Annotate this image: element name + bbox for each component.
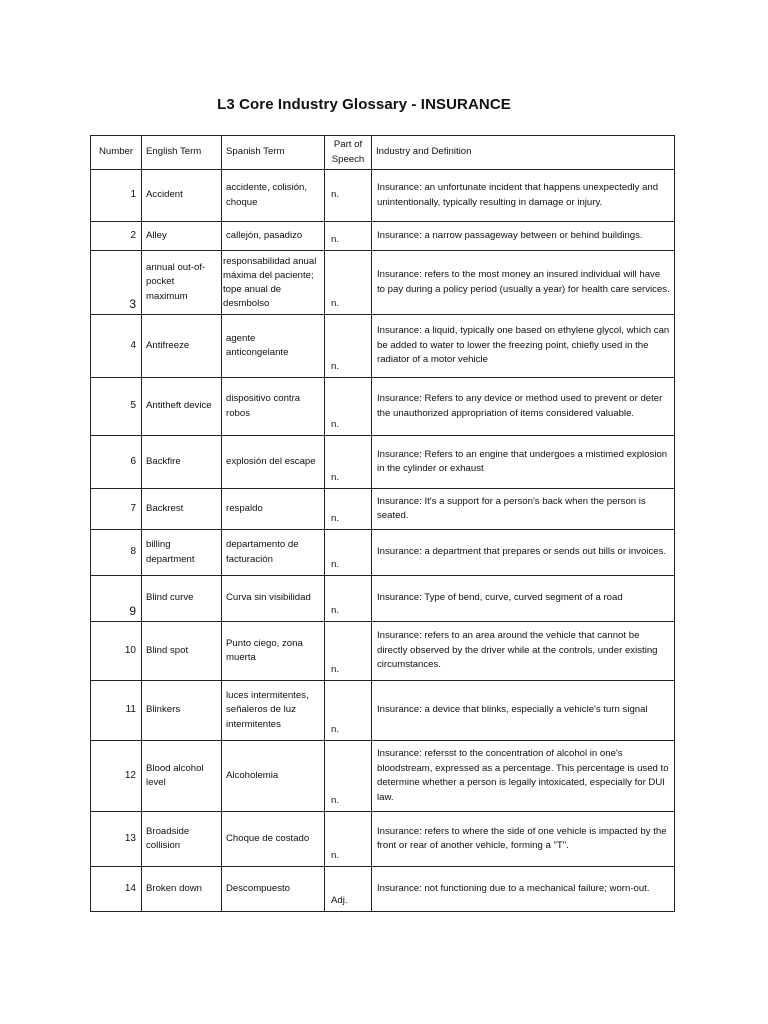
- part-of-speech: n.: [325, 576, 372, 622]
- header-english-term: English Term: [142, 136, 222, 170]
- part-of-speech: Adj.: [325, 867, 372, 912]
- table-row: [91, 812, 675, 867]
- english-term: Blood alcohol level: [142, 741, 222, 812]
- part-of-speech: n.: [325, 170, 372, 222]
- row-number: 3: [91, 251, 142, 315]
- table-row: [91, 378, 675, 436]
- definition: Insurance: refers to the most money an insured individual will have to pay during a policy period (usually a year) for health care services.: [372, 251, 675, 315]
- english-term: Blind spot: [142, 622, 222, 681]
- header-number: Number: [91, 136, 142, 170]
- spanish-term: callejón, pasadizo: [222, 222, 325, 251]
- header-definition: Industry and Definition: [372, 136, 675, 170]
- english-term: Antitheft device: [142, 378, 222, 436]
- part-of-speech: n.: [325, 315, 372, 378]
- row-number: 8: [91, 530, 142, 576]
- definition: Insurance: a device that blinks, especially a vehicle's turn signal: [372, 681, 675, 741]
- english-term: Antifreeze: [142, 315, 222, 378]
- part-of-speech: n.: [325, 530, 372, 576]
- definition: Insurance: Refers to any device or method used to prevent or deter the unauthorized appropriation of items considered valuable.: [372, 378, 675, 436]
- spanish-term: agente anticongelante: [222, 315, 325, 378]
- part-of-speech: n.: [325, 251, 372, 315]
- row-number: 11: [91, 681, 142, 741]
- row-number: 5: [91, 378, 142, 436]
- spanish-term: Choque de costado: [222, 812, 325, 867]
- table-row: [91, 436, 675, 489]
- spanish-term: Punto ciego, zona muerta: [222, 622, 325, 681]
- row-number: 14: [91, 867, 142, 912]
- english-term: annual out-of-pocket maximum: [142, 251, 222, 315]
- english-term: Alley: [142, 222, 222, 251]
- english-term: Broadside collision: [142, 812, 222, 867]
- definition: Insurance: Refers to an engine that undergoes a mistimed explosion in the cylinder or exhaust: [372, 436, 675, 489]
- part-of-speech: n.: [325, 741, 372, 812]
- row-number: 10: [91, 622, 142, 681]
- row-number: 12: [91, 741, 142, 812]
- part-of-speech: n.: [325, 378, 372, 436]
- table-row: [91, 681, 675, 741]
- header-spanish-term: Spanish Term: [222, 136, 325, 170]
- definition: Insurance: an unfortunate incident that happens unexpectedly and unintentionally, typically resulting in damage or injury.: [372, 170, 675, 222]
- row-number: 9: [91, 576, 142, 622]
- part-of-speech: n.: [325, 222, 372, 251]
- spanish-term: respaldo: [222, 489, 325, 530]
- definition: Insurance: not functioning due to a mechanical failure; worn-out.: [372, 867, 675, 912]
- english-term: billing department: [142, 530, 222, 576]
- spanish-term: responsabilidad anual máxima del paciente; tope anual de desmbolso: [222, 251, 325, 315]
- definition: Insurance: refers to where the side of one vehicle is impacted by the front or rear of another vehicle, forming a "T".: [372, 812, 675, 867]
- spanish-term: Curva sin visibilidad: [222, 576, 325, 622]
- english-term: Accident: [142, 170, 222, 222]
- table-row: [91, 170, 675, 222]
- document-title: L3 Core Industry Glossary - INSURANCE: [217, 96, 511, 113]
- spanish-term: Alcoholemia: [222, 741, 325, 812]
- spanish-term: dispositivo contra robos: [222, 378, 325, 436]
- english-term: Backrest: [142, 489, 222, 530]
- spanish-term: explosión del escape: [222, 436, 325, 489]
- row-number: 13: [91, 812, 142, 867]
- part-of-speech: n.: [325, 489, 372, 530]
- row-number: 7: [91, 489, 142, 530]
- table-row: [91, 530, 675, 576]
- english-term: Blind curve: [142, 576, 222, 622]
- definition: Insurance: refersst to the concentration of alcohol in one's bloodstream, expressed as a percentage. This percentage is used to determine whether a person is legally intoxicated, especially for DUI law.: [372, 741, 675, 812]
- definition: Insurance: It's a support for a person's back when the person is seated.: [372, 489, 675, 530]
- english-term: Broken down: [142, 867, 222, 912]
- definition: Insurance: a liquid, typically one based on ethylene glycol, which can be added to water to lower the freezing point, chiefly used in the radiator of a motor vehicle: [372, 315, 675, 378]
- row-number: 1: [91, 170, 142, 222]
- part-of-speech: n.: [325, 812, 372, 867]
- table-row: [91, 251, 675, 315]
- definition: Insurance: a narrow passageway between or behind buildings.: [372, 222, 675, 251]
- table-row: [91, 576, 675, 622]
- english-term: Backfire: [142, 436, 222, 489]
- row-number: 2: [91, 222, 142, 251]
- header-part-of-speech: Part of Speech: [325, 136, 372, 170]
- spanish-term: Descompuesto: [222, 867, 325, 912]
- english-term: Blinkers: [142, 681, 222, 741]
- definition: Insurance: a department that prepares or sends out bills or invoices.: [372, 530, 675, 576]
- row-number: 4: [91, 315, 142, 378]
- header-row: [91, 136, 675, 170]
- definition: Insurance: Type of bend, curve, curved segment of a road: [372, 576, 675, 622]
- table-row: [91, 741, 675, 812]
- part-of-speech: n.: [325, 681, 372, 741]
- table-row: [91, 315, 675, 378]
- table-row: [91, 489, 675, 530]
- table-row: [91, 222, 675, 251]
- part-of-speech: n.: [325, 436, 372, 489]
- glossary-table: [90, 135, 675, 912]
- part-of-speech: n.: [325, 622, 372, 681]
- table-row: [91, 867, 675, 912]
- table-row: [91, 622, 675, 681]
- spanish-term: departamento de facturación: [222, 530, 325, 576]
- definition: Insurance: refers to an area around the vehicle that cannot be directly observed by the driver while at the controls, under existing circumstances.: [372, 622, 675, 681]
- spanish-term: accidente, colisión, choque: [222, 170, 325, 222]
- spanish-term: luces intermitentes, señaleros de luz intermitentes: [222, 681, 325, 741]
- row-number: 6: [91, 436, 142, 489]
